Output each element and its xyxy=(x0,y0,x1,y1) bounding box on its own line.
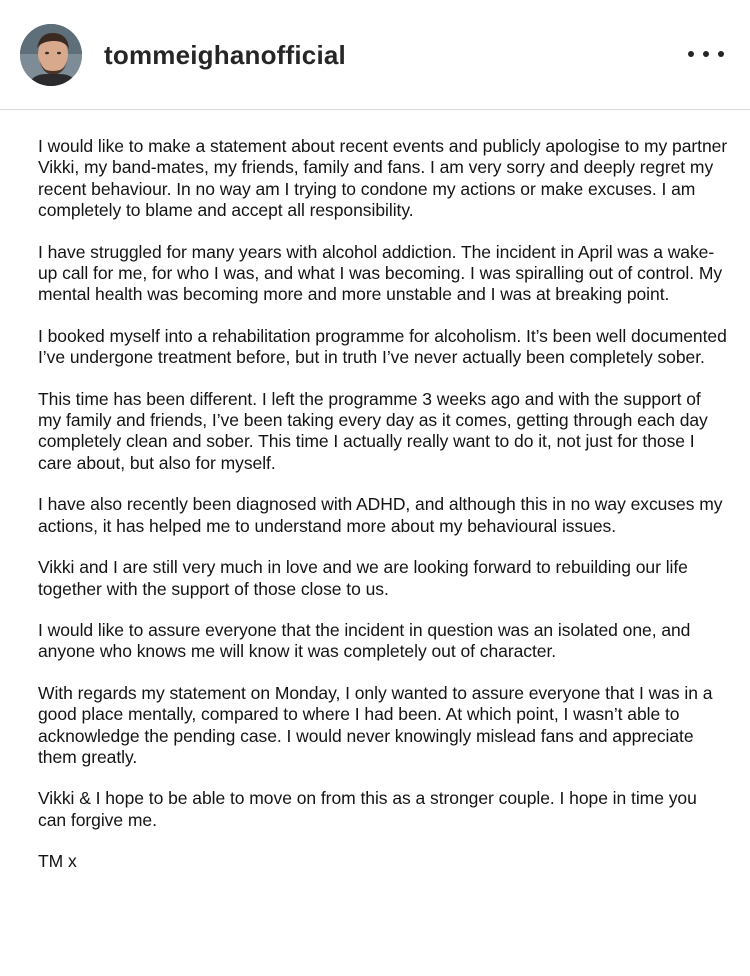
avatar[interactable] xyxy=(20,24,82,86)
post-header xyxy=(0,0,750,110)
statement-paragraph: I would like to assure everyone that the incident in question was an isolated one, and anyone who knows me will know it was completely out of character. xyxy=(38,619,691,662)
more-dot xyxy=(718,51,724,57)
more-dot xyxy=(703,51,709,57)
statement-paragraph: This time has been different. I left the programme 3 weeks ago and with the support of my family and friends, I’ve been taking every day as it comes, getting through each day completely clean and sober. This time I actually really want to do it, not just for those I care about, but also for myself. xyxy=(38,388,708,473)
statement-image xyxy=(38,136,728,893)
username-link[interactable]: tommeighanofficial xyxy=(104,40,346,70)
statement-paragraph: Vikki & I hope to be able to move on from this as a stronger couple. I hope in time you can forgive me. xyxy=(38,788,697,830)
statement-paragraph: I booked myself into a rehabilitation programme for alcoholism. It’s been well documented I’ve undergone treatment before, but in truth I’ve never actually been completely sober. xyxy=(38,325,727,368)
profile-photo-icon xyxy=(20,24,82,86)
statement-paragraph: I have struggled for many years with alcohol addiction. The incident in April was a wake-up call for me, for who I was, and what I was becoming. I was spiralling out of control. My mental health was becoming more and more unstable and I was at breaking point. xyxy=(38,241,723,305)
more-options-icon[interactable] xyxy=(688,42,724,66)
statement-paragraph: With regards my statement on Monday, I only wanted to assure everyone that I was in a good place mentally, compared to where I had been. At which point, I wasn’t able to acknowledge the pending case. I would never knowingly mislead fans and appreciate them greatly. xyxy=(38,682,713,767)
statement-paragraph: I have also recently been diagnosed with ADHD, and although this in no way excuses my actions, it has helped me to understand more about my behavioural issues. xyxy=(38,494,723,536)
statement-paragraph: Vikki and I are still very much in love and we are looking forward to rebuilding our life together with the support of those close to us. xyxy=(38,557,688,599)
more-dot xyxy=(688,51,694,57)
statement-paragraph: I would like to make a statement about recent events and publicly apologise to my partner Vikki, my band-mates, my friends, family and fans. I am very sorry and deeply regret my recent behaviour. In no way am I trying to condone my actions or make excuses. I am completely to blame and accept all responsibility. xyxy=(38,136,728,221)
signature: TM x xyxy=(38,851,77,872)
